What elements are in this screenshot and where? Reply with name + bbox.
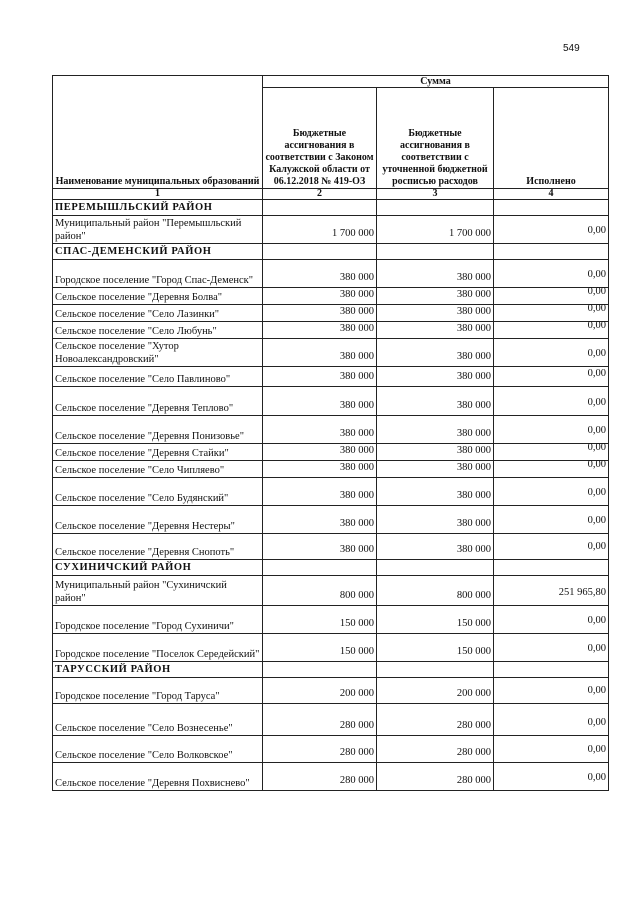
table-row (53, 216, 609, 244)
table-row (53, 634, 609, 662)
revised-allocation-value-cell (377, 461, 494, 478)
law-allocation-value-cell (263, 506, 377, 534)
municipality-name: Сельское поселение "Деревня Теплово" (53, 387, 263, 416)
table-row (53, 534, 609, 560)
executed-value-cell (494, 506, 609, 534)
executed-value-cell (494, 634, 609, 662)
revised-allocation-value: 1 700 000 (449, 228, 491, 239)
law-allocation-value: 800 000 (339, 590, 374, 601)
executed-value-cell (494, 216, 609, 244)
column-number-4: 4 (494, 189, 609, 200)
executed-value-cell (494, 678, 609, 704)
empty-cell (494, 244, 609, 260)
revised-allocation-value: 380 000 (456, 400, 491, 411)
revised-allocation-value: 380 000 (456, 445, 491, 456)
executed-value: 0,00 (587, 442, 607, 453)
municipality-name: Сельское поселение "Деревня Снопоть" (53, 534, 263, 560)
sum-group-header: Сумма (263, 76, 609, 88)
district-row (53, 560, 609, 576)
law-allocation-value-cell (263, 322, 377, 339)
empty-cell (263, 560, 377, 576)
law-allocation-value: 150 000 (339, 646, 374, 657)
revised-allocation-value: 280 000 (456, 747, 491, 758)
law-allocation-value: 380 000 (339, 351, 374, 362)
revised-allocation-value-cell (377, 416, 494, 444)
table-body (53, 200, 609, 791)
law-allocation-value: 380 000 (339, 428, 374, 439)
law-allocation-value-cell (263, 461, 377, 478)
municipality-name: Сельское поселение "Село Чипляево" (53, 461, 263, 478)
executed-value: 0,00 (587, 515, 607, 526)
law-allocation-value-cell (263, 736, 377, 763)
table-row (53, 506, 609, 534)
empty-cell (263, 662, 377, 678)
law-allocation-value: 380 000 (339, 445, 374, 456)
law-allocation-value-cell (263, 216, 377, 244)
empty-cell (377, 200, 494, 216)
revised-allocation-header: Бюджетные ассигнования в соответствии с уточненной бюджетной росписью расходов (377, 88, 494, 189)
executed-value: 0,00 (587, 459, 607, 470)
municipality-name: Сельское поселение "Деревня Болва" (53, 288, 263, 305)
law-allocation-value-cell (263, 478, 377, 506)
law-allocation-value: 380 000 (339, 490, 374, 501)
table-row (53, 478, 609, 506)
revised-allocation-value: 150 000 (456, 646, 491, 657)
revised-allocation-value: 380 000 (456, 544, 491, 555)
executed-value: 251 965,80 (558, 587, 607, 598)
revised-allocation-value-cell (377, 478, 494, 506)
empty-cell (494, 560, 609, 576)
executed-value: 0,00 (587, 269, 607, 280)
table-row (53, 704, 609, 736)
municipality-name: Сельское поселение "Деревня Нестеры" (53, 506, 263, 534)
revised-allocation-value-cell (377, 678, 494, 704)
revised-allocation-value-cell (377, 305, 494, 322)
law-allocation-value: 150 000 (339, 618, 374, 629)
revised-allocation-value: 280 000 (456, 775, 491, 786)
law-allocation-value: 380 000 (339, 306, 374, 317)
executed-value-cell (494, 387, 609, 416)
revised-allocation-value: 380 000 (456, 351, 491, 362)
executed-value-cell (494, 416, 609, 444)
law-allocation-value-cell (263, 339, 377, 367)
revised-allocation-value-cell (377, 339, 494, 367)
law-allocation-value: 1 700 000 (332, 228, 374, 239)
law-allocation-value-cell (263, 444, 377, 461)
revised-allocation-value: 380 000 (456, 289, 491, 300)
district-name: ПЕРЕМЫШЛЬСКИЙ РАЙОН (53, 200, 263, 216)
law-allocation-value: 280 000 (339, 720, 374, 731)
table-row (53, 387, 609, 416)
executed-value-cell (494, 606, 609, 634)
table-row (53, 339, 609, 367)
revised-allocation-value-cell (377, 704, 494, 736)
executed-value-cell (494, 322, 609, 339)
law-allocation-value-cell (263, 367, 377, 387)
table-row (53, 763, 609, 791)
empty-cell (494, 200, 609, 216)
executed-value: 0,00 (587, 643, 607, 654)
column-number-3: 3 (377, 189, 494, 200)
law-allocation-value: 280 000 (339, 775, 374, 786)
table-row (53, 678, 609, 704)
table-row (53, 322, 609, 339)
municipality-name: Сельское поселение "Хутор Новоалександровский" (53, 339, 263, 367)
budget-table (52, 75, 609, 791)
executed-value-cell (494, 367, 609, 387)
law-allocation-value-cell (263, 678, 377, 704)
executed-value: 0,00 (587, 225, 607, 236)
executed-value-cell (494, 576, 609, 606)
revised-allocation-value-cell (377, 322, 494, 339)
empty-cell (494, 662, 609, 678)
table-header (53, 76, 609, 200)
district-name: СУХИНИЧСКИЙ РАЙОН (53, 560, 263, 576)
municipality-name: Сельское поселение "Село Будянский" (53, 478, 263, 506)
law-allocation-value: 380 000 (339, 518, 374, 529)
revised-allocation-value: 380 000 (456, 371, 491, 382)
revised-allocation-value-cell (377, 506, 494, 534)
municipality-name: Сельское поселение "Деревня Похвиснево" (53, 763, 263, 791)
executed-value: 0,00 (587, 487, 607, 498)
law-allocation-value: 380 000 (339, 272, 374, 283)
revised-allocation-value: 150 000 (456, 618, 491, 629)
revised-allocation-value: 200 000 (456, 688, 491, 699)
revised-allocation-value-cell (377, 387, 494, 416)
executed-value: 0,00 (587, 717, 607, 728)
executed-value: 0,00 (587, 397, 607, 408)
law-allocation-value-cell (263, 416, 377, 444)
law-allocation-value: 380 000 (339, 544, 374, 555)
municipality-name: Сельское поселение "Село Любунь" (53, 322, 263, 339)
law-allocation-value: 380 000 (339, 462, 374, 473)
law-allocation-header: Бюджетные ассигнования в соответствии с Законом Калужской области от 06.12.2018 № 419-ОЗ (263, 88, 377, 189)
executed-value: 0,00 (587, 348, 607, 359)
municipality-name: Городское поселение "Город Спас-Деменск" (53, 260, 263, 288)
law-allocation-value: 380 000 (339, 289, 374, 300)
executed-value-cell (494, 534, 609, 560)
revised-allocation-value: 380 000 (456, 272, 491, 283)
municipality-name: Сельское поселение "Село Вознесенье" (53, 704, 263, 736)
executed-value-cell (494, 461, 609, 478)
revised-allocation-value: 380 000 (456, 490, 491, 501)
executed-value-cell (494, 763, 609, 791)
executed-value: 0,00 (587, 744, 607, 755)
revised-allocation-value: 380 000 (456, 518, 491, 529)
revised-allocation-value-cell (377, 634, 494, 662)
revised-allocation-value-cell (377, 606, 494, 634)
law-allocation-value: 200 000 (339, 688, 374, 699)
executed-value-cell (494, 704, 609, 736)
executed-value: 0,00 (587, 615, 607, 626)
municipality-name: Сельское поселение "Село Павлиново" (53, 367, 263, 387)
law-allocation-value-cell (263, 763, 377, 791)
district-name: СПАС-ДЕМЕНСКИЙ РАЙОН (53, 244, 263, 260)
law-allocation-value: 280 000 (339, 747, 374, 758)
empty-cell (377, 662, 494, 678)
district-name: ТАРУССКИЙ РАЙОН (53, 662, 263, 678)
table-row (53, 260, 609, 288)
executed-value: 0,00 (587, 425, 607, 436)
revised-allocation-value: 800 000 (456, 590, 491, 601)
revised-allocation-value-cell (377, 288, 494, 305)
executed-value-cell (494, 478, 609, 506)
law-allocation-value: 380 000 (339, 323, 374, 334)
table-row (53, 461, 609, 478)
municipality-name: Городское поселение "Город Таруса" (53, 678, 263, 704)
table-row (53, 288, 609, 305)
table-row (53, 606, 609, 634)
table-row (53, 416, 609, 444)
executed-value: 0,00 (587, 320, 607, 331)
executed-value: 0,00 (587, 303, 607, 314)
revised-allocation-value-cell (377, 216, 494, 244)
empty-cell (377, 560, 494, 576)
table-row (53, 576, 609, 606)
municipality-name: Муниципальный район "Перемышльский район" (53, 216, 263, 244)
executed-value: 0,00 (587, 685, 607, 696)
executed-value-cell (494, 444, 609, 461)
district-row (53, 244, 609, 260)
table-row (53, 444, 609, 461)
district-row (53, 200, 609, 216)
executed-value: 0,00 (587, 541, 607, 552)
revised-allocation-value-cell (377, 576, 494, 606)
page-number: 549 (563, 43, 580, 54)
revised-allocation-value-cell (377, 534, 494, 560)
column-number-1: 1 (53, 189, 263, 200)
law-allocation-value-cell (263, 534, 377, 560)
executed-value: 0,00 (587, 368, 607, 379)
municipality-name: Городское поселение "Поселок Середейский" (53, 634, 263, 662)
revised-allocation-value-cell (377, 260, 494, 288)
table-row (53, 736, 609, 763)
municipality-name: Сельское поселение "Деревня Стайки" (53, 444, 263, 461)
law-allocation-value-cell (263, 704, 377, 736)
name-column-header: Наименование муниципальных образований (53, 76, 263, 189)
revised-allocation-value-cell (377, 736, 494, 763)
law-allocation-value: 380 000 (339, 371, 374, 382)
district-row (53, 662, 609, 678)
executed-header: Исполнено (494, 88, 609, 189)
revised-allocation-value: 380 000 (456, 462, 491, 473)
law-allocation-value-cell (263, 606, 377, 634)
law-allocation-value-cell (263, 305, 377, 322)
municipality-name: Сельское поселение "Деревня Понизовье" (53, 416, 263, 444)
municipality-name: Муниципальный район "Сухиничский район" (53, 576, 263, 606)
law-allocation-value-cell (263, 387, 377, 416)
law-allocation-value-cell (263, 576, 377, 606)
executed-value-cell (494, 339, 609, 367)
executed-value-cell (494, 305, 609, 322)
executed-value: 0,00 (587, 286, 607, 297)
law-allocation-value-cell (263, 260, 377, 288)
table-row (53, 367, 609, 387)
revised-allocation-value-cell (377, 444, 494, 461)
executed-value-cell (494, 736, 609, 763)
executed-value-cell (494, 260, 609, 288)
executed-value-cell (494, 288, 609, 305)
empty-cell (263, 244, 377, 260)
revised-allocation-value-cell (377, 763, 494, 791)
revised-allocation-value: 280 000 (456, 720, 491, 731)
municipality-name: Сельское поселение "Село Волковское" (53, 736, 263, 763)
municipality-name: Городское поселение "Город Сухиничи" (53, 606, 263, 634)
revised-allocation-value: 380 000 (456, 306, 491, 317)
revised-allocation-value: 380 000 (456, 323, 491, 334)
column-number-2: 2 (263, 189, 377, 200)
table-row (53, 305, 609, 322)
revised-allocation-value-cell (377, 367, 494, 387)
law-allocation-value: 380 000 (339, 400, 374, 411)
law-allocation-value-cell (263, 288, 377, 305)
empty-cell (263, 200, 377, 216)
executed-value: 0,00 (587, 772, 607, 783)
municipality-name: Сельское поселение "Село Лазинки" (53, 305, 263, 322)
law-allocation-value-cell (263, 634, 377, 662)
empty-cell (377, 244, 494, 260)
revised-allocation-value: 380 000 (456, 428, 491, 439)
